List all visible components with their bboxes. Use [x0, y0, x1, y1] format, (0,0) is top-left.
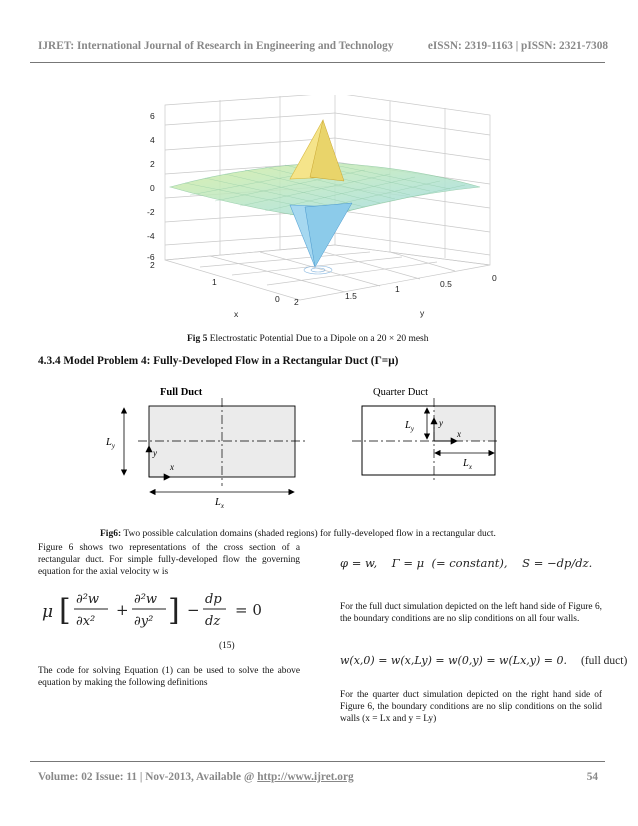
fig6-caption-text: Two possible calculation domains (shaded regions) for fully-developed flow in a rectangular duct.: [121, 529, 496, 539]
quarter-duct-shaded: [434, 406, 495, 441]
z-tick: -4: [147, 231, 155, 241]
svg-text:∂x²: ∂x²: [76, 614, 96, 629]
z-tick: 2: [150, 159, 155, 169]
lx-label: $L_x$: [215, 497, 224, 508]
quarter-x-axis-label: x: [457, 429, 461, 439]
svg-text:]: ]: [168, 593, 180, 628]
y-tick: 0.5: [440, 279, 452, 289]
footer-volume: Volume: 02 Issue: 11 | Nov-2013, Available @ http://www.ijret.org: [38, 771, 354, 783]
quarter-y-axis-label: y: [439, 418, 443, 428]
z-tick: -2: [147, 207, 155, 217]
left-paragraph-2: The code for solving Equation (1) can be used to solve the above equation by making the following definitions: [38, 666, 300, 688]
x-tick: 0: [275, 294, 280, 304]
quarter-ly-label: $L_y$: [405, 420, 414, 433]
fig5-caption: [187, 334, 429, 344]
svg-text:+: +: [116, 601, 129, 619]
potential-surface: [170, 120, 480, 274]
x-axis-label: x: [234, 309, 239, 319]
definitions-equation: φ = w, Γ = μ (= constant), S = −dp/dz.: [340, 556, 593, 570]
footer-rule: [30, 761, 605, 762]
section-heading: 4.3.4 Model Problem 4: Fully-Developed Flow in a Rectangular Duct (Γ=μ): [38, 355, 399, 367]
plot-floor: [165, 245, 490, 300]
header-rule: [30, 62, 605, 63]
page-footer: [38, 771, 598, 783]
ly-label: $L_y$: [106, 437, 115, 450]
journal-link[interactable]: http://www.ijret.org: [257, 771, 354, 783]
full-x-axis-label: x: [170, 462, 174, 472]
fig5-caption-label: Fig 5: [187, 334, 208, 344]
equation-number: (15): [219, 641, 235, 651]
fig5-surface-plot: [130, 95, 510, 325]
running-header: [38, 40, 608, 52]
full-duct-title: Full Duct: [160, 387, 203, 398]
y-tick: 0: [492, 273, 497, 283]
y-tick: 1: [395, 284, 400, 294]
issn: eISSN: 2319-1163 | pISSN: 2321-7308: [427, 40, 608, 52]
svg-text:∂y²: ∂y²: [134, 614, 154, 629]
svg-text:−: −: [187, 601, 200, 619]
page-number: 54: [586, 771, 598, 783]
x-tick: 1: [212, 277, 217, 287]
svg-text:∂²w: ∂²w: [76, 592, 100, 607]
svg-text:= 0: = 0: [235, 601, 262, 619]
y-axis-label: y: [420, 308, 425, 318]
bc-full-equation: w(x,0) = w(x,Ly) = w(0,y) = w(Lx,y) = 0.: [340, 654, 567, 667]
y-tick: 1.5: [345, 291, 357, 301]
svg-text:[: [: [59, 593, 71, 628]
journal-name: IJRET: International Journal of Research in Engineering and Technology: [38, 40, 394, 52]
y-tick: 2: [294, 297, 299, 307]
x-tick: 2: [150, 260, 155, 270]
z-tick: 6: [150, 111, 155, 121]
svg-text:dz: dz: [205, 614, 221, 629]
bc-full-label: (full duct): [580, 654, 628, 667]
quarter-lx-label: $L_x$: [463, 458, 472, 471]
boundary-condition-full: [340, 654, 628, 667]
governing-equation: [42, 585, 292, 635]
z-tick: 0: [150, 183, 155, 193]
fig6-caption: [100, 529, 496, 539]
quarter-duct-title: Quarter Duct: [373, 387, 429, 398]
right-paragraph-1: For the full duct simulation depicted on the left hand side of Figure 6, the boundary conditions are no slip conditions on all four walls.: [340, 602, 602, 624]
full-y-axis-label: y: [153, 448, 157, 458]
z-tick: 4: [150, 135, 155, 145]
svg-text:μ: μ: [42, 602, 54, 622]
z-tick: -6: [147, 252, 155, 262]
left-paragraph-1: Figure 6 shows two representations of the cross section of a rectangular duct. For simple fully-developed flow the governing equation for the axial velocity w is: [38, 543, 300, 577]
fig5-caption-text: Electrostatic Potential Due to a Dipole on a 20 × 20 mesh: [207, 334, 429, 344]
svg-text:∂²w: ∂²w: [134, 592, 158, 607]
right-paragraph-2: For the quarter duct simulation depicted on the right hand side of Figure 6, the boundary conditions are no slip conditions on the solid walls (x = Lx and y = Ly): [340, 690, 602, 724]
fig6-caption-label: Fig6:: [100, 529, 122, 539]
fig6-duct-diagram: [100, 378, 530, 508]
svg-text:dp: dp: [205, 592, 222, 607]
